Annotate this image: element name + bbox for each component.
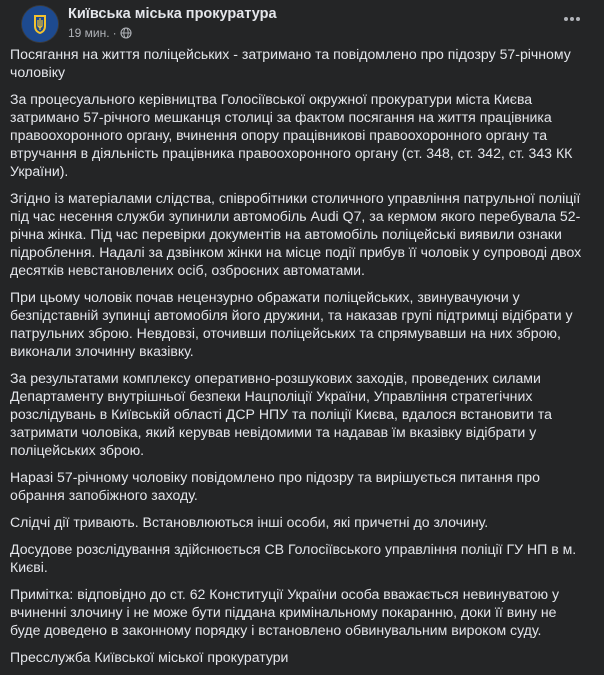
post-paragraph: Наразі 57-річному чоловіку повідомлено про підозру та вирішується питання про обрання запобіжного заходу.	[10, 469, 540, 503]
post-paragraph: Досудове розслідування здійснюється СВ Голосіївського управління поліції ГУ НП в м. Києві.	[10, 541, 577, 575]
post-body	[10, 45, 590, 675]
coat-of-arms-icon	[22, 6, 58, 42]
page-avatar[interactable]	[22, 6, 58, 42]
post-note: Примітка: відповідно до ст. 62 Конституції України особа вважається невинуватою у вчиненні злочину і не може бути піддана кримінальному покаранню, доки її вину не буде доведено в законному порядку і встановлено обвинувальним вироком суду.	[10, 586, 560, 638]
meta-separator: ·	[112, 26, 117, 40]
post-headline: Посягання на життя поліцейських - затримано та повідомлено про підозру 57-річному чоловіку	[10, 46, 571, 80]
post-meta	[68, 26, 132, 40]
post-paragraph: Слідчі дії тривають. Встановлюються інші особи, які причетні до злочину.	[10, 514, 489, 530]
post-time[interactable]: 19 мин.	[68, 26, 110, 40]
page-name[interactable]: Київська міська прокуратура	[68, 6, 277, 22]
post-paragraph: Згідно із матеріалами слідства, співробітники столичного управління патрульної поліції під час несення служби зупинили автомобіль Audi Q7, за кермом якого перебувала 52-річна жінка. Під час перевірки документів на автомобіль поліцейські виявили ознаки підроблення. Надалі за дзвінком жінки на місце події прибув її чоловік у супроводі двох десятків невстановлених осіб, озброєних автоматами.	[10, 190, 582, 278]
post-paragraph: За результатами комплексу оперативно-розшукових заходів, проведених силами Департаменту внутрішньої безпеки Нацполіції України, Управління стратегічних розслідувань в Київській області ДСР НПУ та поліції Києва, вдалося встановити та затримати чоловіка, який керував невідомими та надавав їм вказівку відібрати у поліцейських зброю.	[10, 370, 552, 458]
post-paragraph: При цьому чоловік почав нецензурно ображати поліцейських, звинувачуючи у безпідставній зупинці автомобіля його дружини, та наказав групі підтримці відібрати у патрульних зброю. Невдовзі, оточивши поліцейських та спрямувавши на них зброю, виконали злочинну вказівку.	[10, 289, 573, 359]
globe-icon[interactable]	[120, 27, 132, 39]
post-paragraph: За процесуального керівництва Голосіївської окружної прокуратури міста Києва затримано 57-річного мешканця столиці за фактом посягання на життя працівника правоохоронного органу, вчинення опору працівникові правоохоронного органу та втручання в діяльність працівника правоохоронного органу (ст. 348, ст. 342, ст. 343 КК України).	[10, 91, 573, 179]
more-options-button[interactable]	[558, 8, 586, 30]
post-signature: Пресслужба Київської міської прокуратури	[10, 649, 289, 665]
post-header	[12, 0, 592, 44]
more-options-icon	[563, 16, 581, 22]
